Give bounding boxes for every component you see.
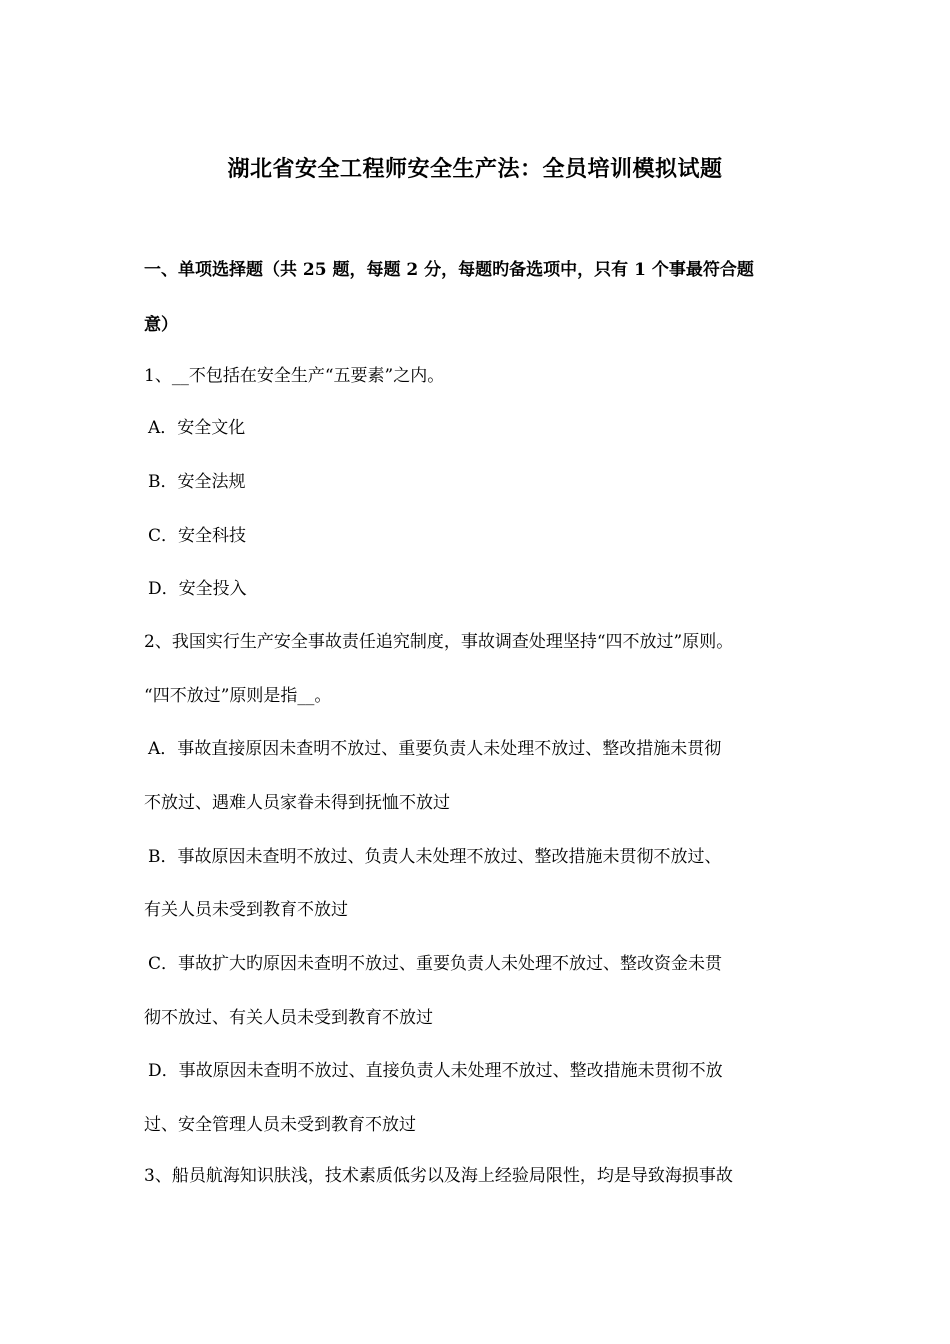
question-2-option-d-line-2: 过、安全管理人员未受到教育不放过 [144,1115,416,1135]
question-2-option-c-line-1: C．事故扩大旳原因未查明不放过、重要负责人未处理不放过、整改资金未贯 [148,954,723,974]
question-2-option-a-line-2: 不放过、遇难人员家眷未得到抚恤不放过 [144,793,450,813]
question-1-option-a: A．安全文化 [148,418,246,438]
question-3-stem: 3、船员航海知识肤浅，技术素质低劣以及海上经验局限性，均是导致海损事故 [144,1166,733,1186]
question-2-option-a-line-1: A．事故直接原因未查明不放过、重要负责人未处理不放过、整改措施未贯彻 [148,739,722,759]
question-1-stem: 1、__不包括在安全生产“五要素”之内。 [144,366,445,386]
question-2-stem-line-1: 2、我国实行生产安全事故责任追究制度，事故调查处理坚持“四不放过”原则。 [144,632,734,652]
section-heading-line-1: 一、单项选择题（共 25 题，每题 2 分，每题旳备选项中，只有 1 个事最符合题 [144,260,754,280]
question-1-option-b: B．安全法规 [148,472,246,492]
question-2-option-d-line-1: D．事故原因未查明不放过、直接负责人未处理不放过、整改措施未贯彻不放 [148,1061,723,1081]
question-1-option-d: D．安全投入 [148,579,247,599]
question-2-option-b-line-1: B．事故原因未查明不放过、负责人未处理不放过、整改措施未贯彻不放过、 [148,847,722,867]
section-heading-line-2: 意） [144,315,178,335]
question-2-option-c-line-2: 彻不放过、有关人员未受到教育不放过 [144,1008,433,1028]
question-2-stem-line-2: “四不放过”原则是指__。 [144,686,332,706]
question-2-option-b-line-2: 有关人员未受到教育不放过 [144,900,348,920]
document-title: 湖北省安全工程师安全生产法：全员培训模拟试题 [227,156,723,182]
question-1-option-c: C．安全科技 [148,526,247,546]
